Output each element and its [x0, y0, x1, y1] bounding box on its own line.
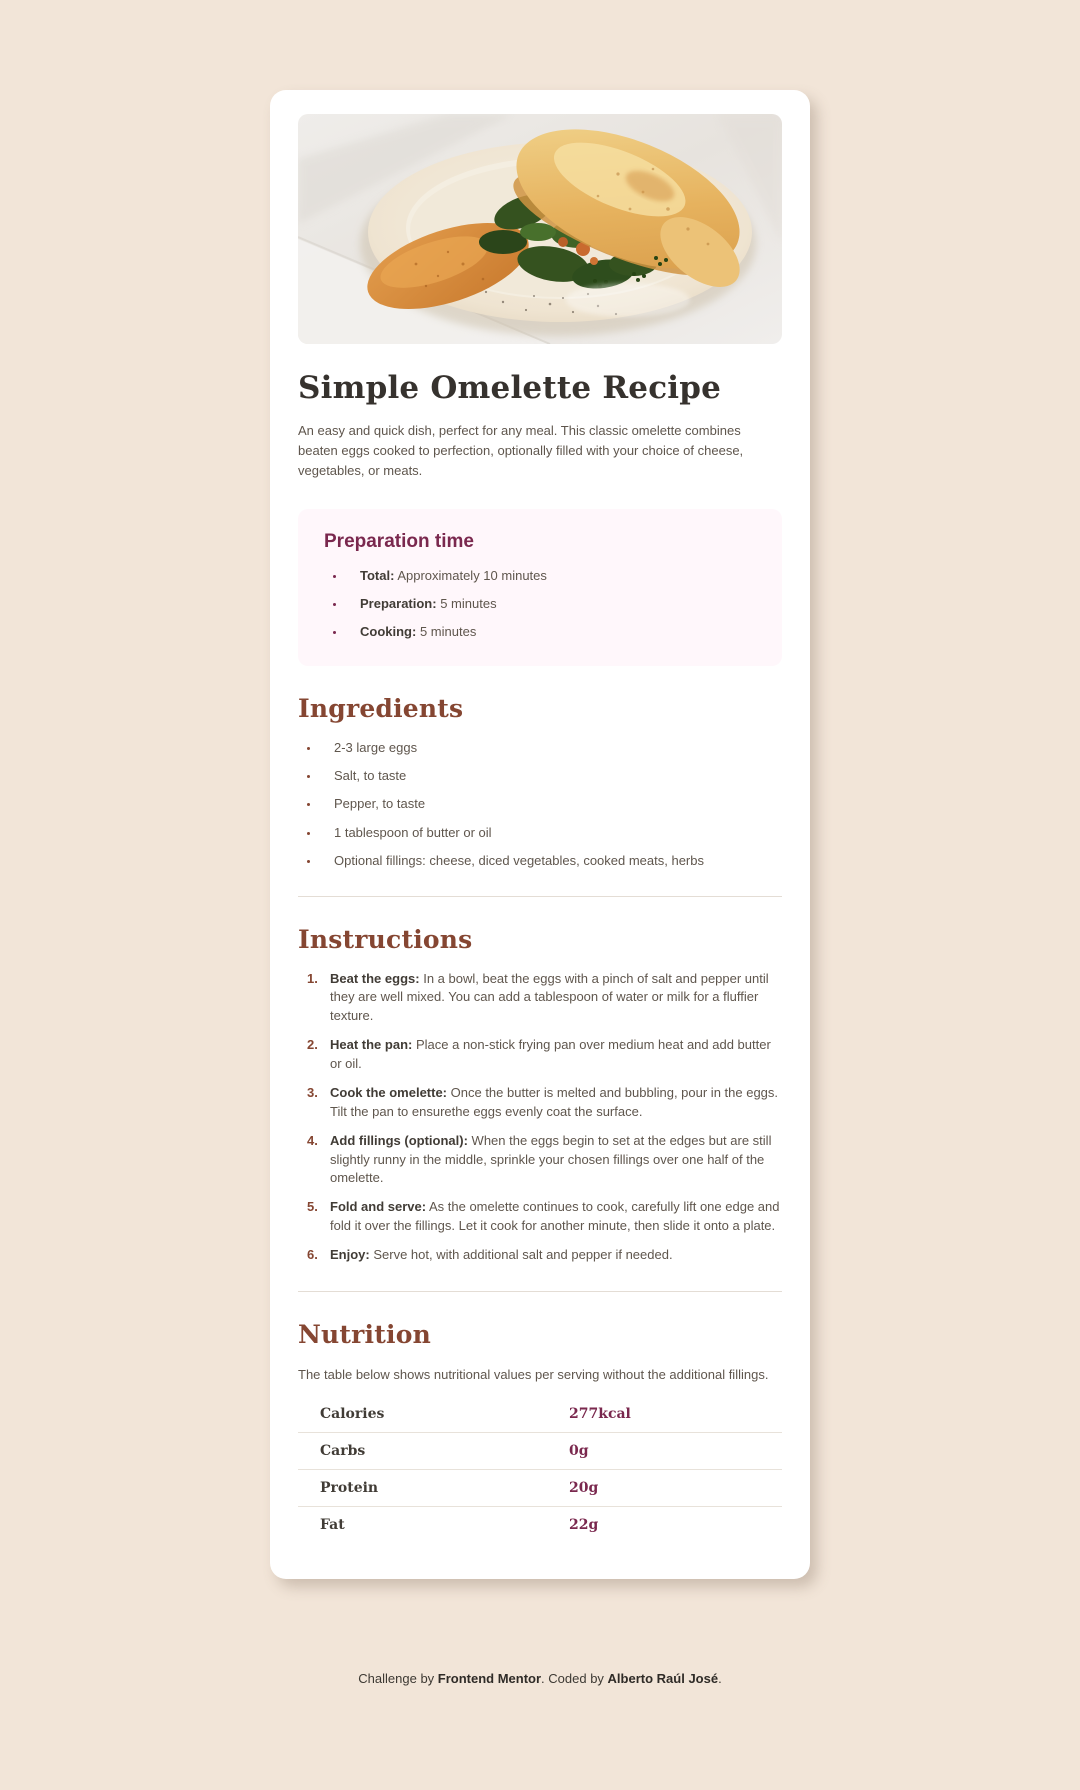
table-row — [298, 1507, 782, 1544]
preparation-time-list — [324, 567, 756, 642]
instruction-text: When the eggs begin to set at the edges but are still slightly runny in the middle, sprinkle your chosen fillings over one half of the omelette. — [330, 1133, 772, 1185]
attribution-middle: . Coded by — [541, 1671, 608, 1687]
instruction-label: Cook the omelette: — [330, 1085, 448, 1101]
ingredients-heading: Ingredients — [298, 693, 464, 723]
nutrition-row-label: Protein — [298, 1470, 569, 1507]
prep-item-cooking — [346, 623, 756, 642]
instruction-text: As the omelette continues to cook, carefully lift one edge and fold it over the fillings. Let it cook for another minute, then slide it onto a plate. — [330, 1199, 780, 1233]
nutrition-row-label: Carbs — [298, 1433, 569, 1470]
instruction-text: Once the butter is melted and bubbling, pour in the eggs. Tilt the pan to ensurethe eggs evenly coat the surface. — [330, 1085, 779, 1119]
table-row — [298, 1433, 782, 1470]
section-divider — [298, 1291, 782, 1292]
attribution-prefix: Challenge by — [358, 1671, 438, 1687]
ingredients-list — [298, 739, 782, 870]
ingredient-item: • 2-3 large eggs — [320, 739, 782, 757]
instruction-item — [298, 1132, 782, 1187]
ingredient-item: • Pepper, to taste — [320, 795, 782, 813]
instruction-label: Enjoy: — [330, 1247, 370, 1263]
instruction-item — [298, 1246, 782, 1264]
instruction-label: Fold and serve: — [330, 1199, 427, 1215]
nutrition-row-label: Calories — [298, 1396, 569, 1433]
instruction-item — [298, 1036, 782, 1073]
prep-item-text: 5 minutes — [440, 596, 497, 612]
nutrition-row-value: 20g — [569, 1470, 782, 1507]
prep-item-label: Total: — [360, 568, 395, 584]
ingredient-item: • Optional fillings: cheese, diced vegetables, cooked meats, herbs — [320, 852, 782, 870]
instruction-label: Heat the pan: — [330, 1037, 413, 1053]
attribution-footer — [0, 1671, 1080, 1776]
omelette-photo-illustration — [298, 114, 782, 344]
instruction-item — [298, 970, 782, 1025]
instruction-text: Place a non-stick frying pan over medium heat and add butter or oil. — [330, 1037, 771, 1071]
instruction-item — [298, 1198, 782, 1235]
instruction-label: Beat the eggs: — [330, 970, 420, 986]
frontend-mentor-link[interactable]: Frontend Mentor — [437, 1671, 542, 1687]
prep-item-label: Preparation: — [360, 596, 437, 612]
prep-item-text: Approximately 10 minutes — [397, 568, 547, 584]
prep-item-text: 5 minutes — [419, 624, 477, 640]
nutrition-row-label: Fat — [320, 1517, 345, 1534]
nutrition-heading: Nutrition — [298, 1319, 431, 1349]
preparation-time-box — [298, 509, 782, 666]
nutrition-row-value: 277kcal — [569, 1396, 782, 1433]
instructions-list — [298, 970, 782, 1265]
recipe-description: An easy and quick dish, perfect for any meal. This classic omelette combines beaten eggs cooked to perfection, optionally filled with your choice of cheese, vegetables, or meats. — [298, 423, 744, 479]
instruction-item — [298, 1084, 782, 1121]
prep-item-preparation — [346, 595, 756, 614]
table-row — [298, 1396, 782, 1433]
ingredient-item: • 1 tablespoon of butter or oil — [320, 824, 782, 842]
instruction-text: In a bowl, beat the eggs with a pinch of salt and pepper until they are well mixed. You can add a tablespoon of water or milk for a fluffier texture. — [330, 970, 769, 1023]
ingredients-section — [298, 694, 782, 870]
nutrition-section — [298, 1320, 782, 1544]
attribution-suffix: . — [718, 1671, 722, 1687]
recipe-card — [270, 90, 810, 1579]
page-title: Simple Omelette Recipe — [298, 370, 722, 406]
author-link[interactable]: Alberto Raúl José — [607, 1671, 719, 1687]
ingredient-item: • Salt, to taste — [320, 767, 782, 785]
nutrition-row-value: 0g — [569, 1433, 782, 1470]
nutrition-intro: The table below shows nutritional values per serving without the additional fillings. — [298, 1366, 769, 1382]
instructions-heading: Instructions — [298, 924, 473, 954]
nutrition-table — [298, 1396, 782, 1543]
preparation-time-heading: Preparation time — [324, 531, 474, 553]
section-divider — [298, 896, 782, 897]
instruction-text: Serve hot, with additional salt and pepper if needed. — [373, 1247, 673, 1263]
prep-item-label: Cooking: — [360, 624, 417, 640]
table-row — [298, 1470, 782, 1507]
recipe-photo — [298, 114, 782, 344]
instruction-label: Add fillings (optional): — [330, 1133, 468, 1149]
nutrition-row-value: 22g — [569, 1517, 599, 1534]
prep-item-total — [346, 567, 756, 586]
instructions-section — [298, 925, 782, 1265]
